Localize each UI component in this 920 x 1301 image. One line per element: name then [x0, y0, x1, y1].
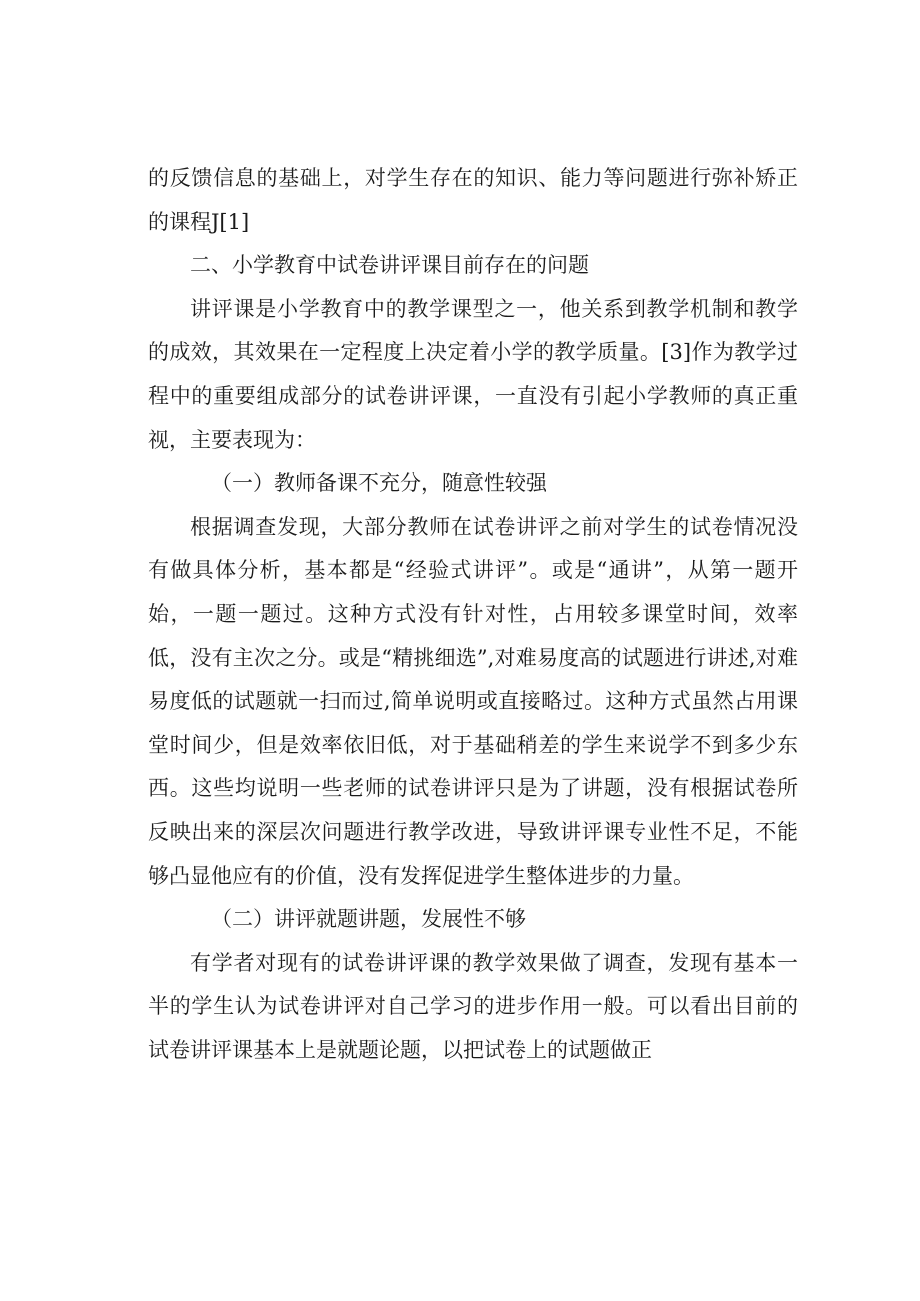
subsection-heading-2: （二）讲评就题讲题，发展性不够 — [211, 907, 526, 932]
document-body — [148, 157, 798, 1072]
body-paragraph: 讲评课是小学教育中的教学课型之一，他关系到教学机制和教学的成效，其效果在一定程度上决定着小学的教学质量。[3]作为教学过程中的重要组成部分的试卷讲评课，一直没有引起小学教师的真正重视，主要表现为： — [148, 296, 798, 452]
body-paragraph: 有学者对现有的试卷讲评课的教学效果做了调查，发现有基本一半的学生认为试卷讲评对自己学习的进步作用一般。可以看出目前的试卷讲评课基本上是就题论题，以把试卷上的试题做正 — [148, 950, 798, 1062]
section-heading: 二、小学教育中试卷讲评课目前存在的问题 — [190, 253, 589, 278]
subsection-heading-1: （一）教师备课不充分，随意性较强 — [211, 471, 547, 496]
body-paragraph: 根据调查发现，大部分教师在试卷讲评之前对学生的试卷情况没有做具体分析，基本都是“经验式讲评”。或是“通讲”，从第一题开始，一题一题过。这种方式没有针对性，占用较多课堂时间，效率低，没有主次之分。或是“精挑细选”,对难易度高的试题进行讲述,对难易度低的试题就一扫而过,简单说明或直接略过。这种方式虽然占用课堂时间少，但是效率依旧低，对于基础稍差的学生来说学不到多少东西。这些均说明一些老师的试卷讲评只是为了讲题，没有根据试卷所反映出来的深层次问题进行教学改进，导致讲评课专业性不足，不能够凸显他应有的价值，没有发挥促进学生整体进步的力量。 — [148, 514, 798, 888]
continuation-paragraph: 的反馈信息的基础上，对学生存在的知识、能力等问题进行弥补矫正的课程J[1] — [148, 166, 798, 234]
